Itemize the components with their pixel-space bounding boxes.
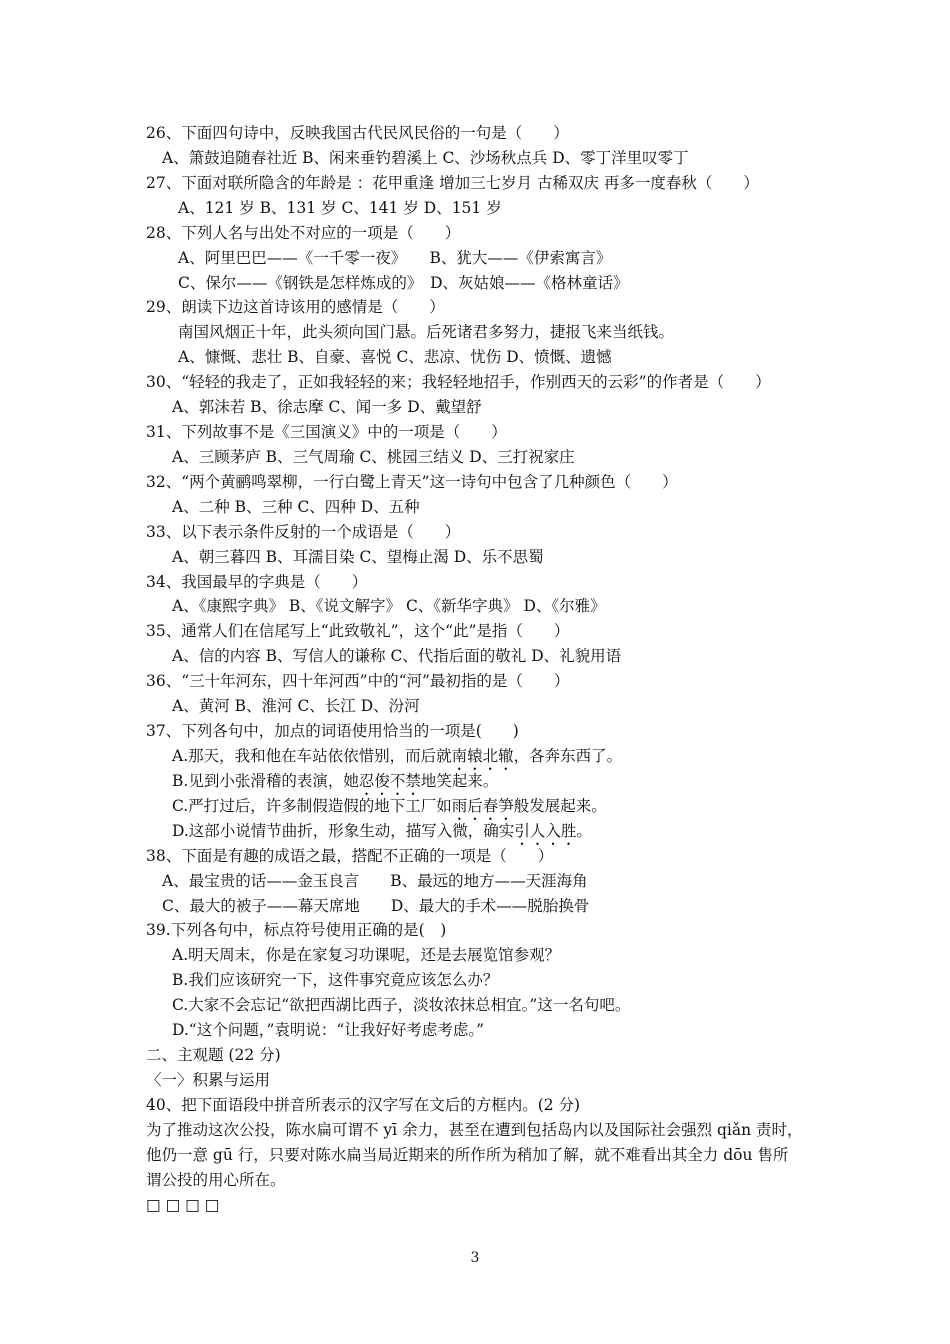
text-line: D.“这个问题，”袁明说：“让我好好考虑考虑。” xyxy=(172,1021,484,1040)
text-line: 南国风烟正十年，此头须向国门悬。后死诸君多努力，捷报飞来当纸钱。 xyxy=(178,323,675,342)
emphasized-idiom: 忍俊不禁 xyxy=(358,771,421,790)
text-line: C、保尔——《钢铁是怎样炼成的》 D、灰姑娘——《格林童话》 xyxy=(178,273,629,292)
text-line: 他仍一意 gū 行，只要对陈水扁当局近期来的所作所为稍加了解，就不难看出其全力 dōu 售所 xyxy=(146,1145,789,1164)
line-text: 。 xyxy=(576,821,592,840)
text-line: 32、“两个黄鹂鸣翠柳，一行白鹭上青天”这一诗句中包含了几种颜色（ ） xyxy=(146,472,678,491)
text-line: 28、下列人名与出处不对应的一项是（ ） xyxy=(146,223,461,242)
text-line: C、最大的被子——幕天席地 D、最大的手术——脱胎换骨 xyxy=(162,896,590,915)
text-line: 38、下面是有趣的成语之最，搭配不正确的一项是（ ） xyxy=(146,846,554,865)
text-line: 37、下列各句中，加点的词语使用恰当的一项是( ) xyxy=(146,722,519,741)
text-line: A、《康熙字典》 B、《说文解字》 C、《新华字典》 D、《尔雅》 xyxy=(172,597,606,616)
text-line: A、121 岁 B、131 岁 C、141 岁 D、151 岁 xyxy=(178,198,502,217)
page-number: 3 xyxy=(470,1250,480,1266)
text-line: A、阿里巴巴——《一千零一夜》 B、犹大——《伊索寓言》 xyxy=(178,248,612,267)
text-line: 二、主观题 (22 分) xyxy=(146,1046,281,1065)
text-line: □ □ □ □ xyxy=(146,1195,220,1214)
text-line: 35、通常人们在信尾写上“此致敬礼”，这个“此”是指（ ） xyxy=(146,622,570,641)
text-line: 36、“三十年河东，四十年河西”中的“河”最初指的是（ ） xyxy=(146,672,570,691)
text-line: A、郭沫若 B、徐志摩 C、闻一多 D、戴望舒 xyxy=(172,398,482,417)
text-line xyxy=(172,819,592,843)
emphasized-idiom: 引人入胜 xyxy=(514,821,577,840)
line-text: ，各奔东西了。 xyxy=(513,747,623,765)
text-line: 39.下列各句中，标点符号使用正确的是( ) xyxy=(146,921,447,940)
emphasized-idiom: 南辕北辙 xyxy=(451,747,514,765)
text-line: 31、下列故事不是《三国演义》中的一项是（ ） xyxy=(146,423,507,442)
line-text: D.这部小说情节曲折，形象生动，描写入微，确实 xyxy=(172,821,515,840)
text-line: 34、我国最早的字典是（ ） xyxy=(146,572,368,591)
text-line: A、箫鼓追随春社近 B、闲来垂钓碧溪上 C、沙场秋点兵 D、零丁洋里叹零丁 xyxy=(162,148,689,167)
line-text: 地笑起来。 xyxy=(420,771,499,790)
text-line: 27、下面对联所隐含的年龄是 ：花甲重逢 增加三七岁月 古稀双庆 再多一度春秋（ ） xyxy=(146,173,759,192)
text-line: 〈一〉积累与运用 xyxy=(146,1070,271,1089)
text-line: C.大家不会忘记“欲把西湖比西子，淡妆浓抹总相宜。”这一名句吧。 xyxy=(172,996,631,1015)
text-line xyxy=(172,769,498,793)
text-line: A、慷慨、悲壮 B、自豪、喜悦 C、悲凉、忧伤 D、愤慨、遗憾 xyxy=(178,348,612,367)
text-line: 26、下面四句诗中，反映我国古代民风民俗的一句是（ ） xyxy=(146,124,569,142)
text-line xyxy=(172,744,622,768)
text-line: 29、朗读下边这首诗该用的感情是（ ） xyxy=(146,298,445,317)
text-line: 30、“轻轻的我走了，正如我轻轻的来；我轻轻地招手，作别西天的云彩”的作者是（ ） xyxy=(146,373,771,392)
text-line: 33、以下表示条件反射的一个成语是（ ） xyxy=(146,522,461,541)
text-line: A、信的内容 B、写信人的谦称 C、代指后面的敬礼 D、礼貌用语 xyxy=(172,647,622,666)
text-line: A、黄河 B、淮河 C、长江 D、汾河 xyxy=(172,697,420,716)
line-text: A.那天，我和他在车站依依惜别，而后就 xyxy=(172,747,452,765)
text-line: 为了推动这次公投，陈水扁可谓不 yī 余力，甚至在遭到包括岛内以及国际社会强烈 qiǎn 责时， xyxy=(146,1120,803,1139)
text-line: A、朝三暮四 B、耳濡目染 C、望梅止渴 D、乐不思蜀 xyxy=(172,547,544,566)
emphasized-idiom: 雨后春笋 xyxy=(451,796,514,815)
text-line: A、二种 B、三种 C、四种 D、五种 xyxy=(172,497,420,516)
line-text: C.严打过后，许多制假造假的地下工厂如 xyxy=(172,796,452,815)
text-line: A、三顾茅庐 B、三气周瑜 C、桃园三结义 D、三打祝家庄 xyxy=(172,447,575,466)
text-line: 40、把下面语段中拼音所表示的汉字写在文后的方框内。(2 分) xyxy=(146,1095,581,1114)
text-line: A、最宝贵的话——金玉良言 B、最远的地方——天涯海角 xyxy=(162,871,588,890)
text-line xyxy=(172,794,607,818)
line-text: 般发展起来。 xyxy=(513,796,607,815)
text-line: A.明天周末，你是在家复习功课呢，还是去展览馆参观？ xyxy=(172,946,561,965)
line-text: B.见到小张滑稽的表演，她 xyxy=(172,771,359,790)
text-line: 谓公投的用心所在。 xyxy=(146,1170,286,1189)
text-line: B.我们应该研究一下，这件事究竟应该怎么办？ xyxy=(172,971,499,990)
